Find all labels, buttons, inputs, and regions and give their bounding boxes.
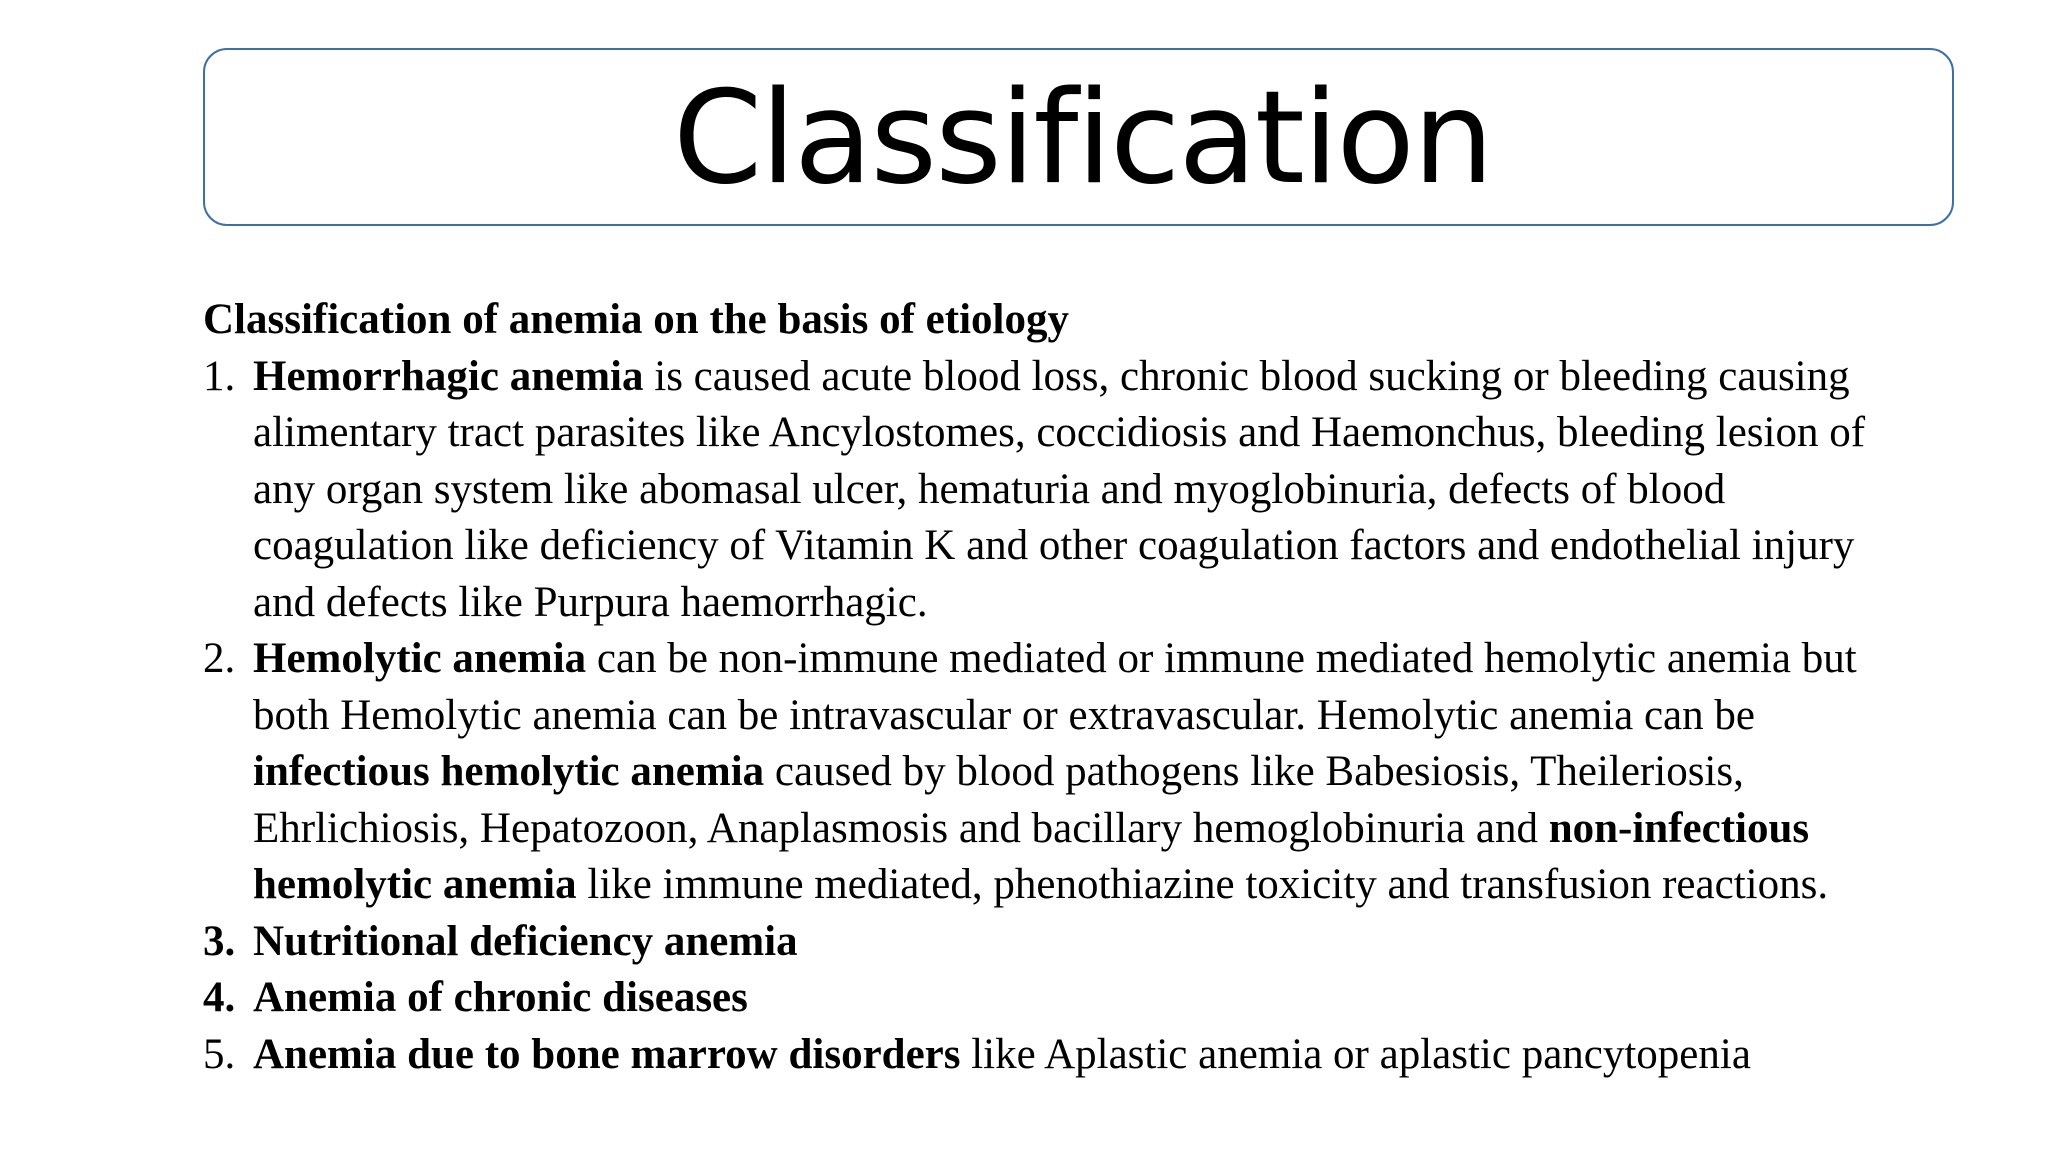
title-box (203, 48, 1954, 226)
list-item-text: is caused acute blood loss, chronic blood sucking or bleeding causing alimentary tract parasites like Ancylostomes, coccidiosis and Haemonchus, bleeding lesion of any organ system like abomasal ulcer, hematuria and myoglobinuria, defects of blood coagulation like deficiency of Vitamin K and other coagulation factors and endothelial injury and defects like Purpura haemorrhagic. (253, 352, 1866, 626)
section-heading: Classification of anemia on the basis of etiology (203, 296, 1069, 343)
list-item (203, 1027, 1923, 1084)
list-item-lead: Hemorrhagic anemia (253, 352, 644, 400)
list-item-text: like Aplastic anemia or aplastic pancytopenia (960, 1030, 1751, 1078)
list-item-number: 2. (203, 635, 236, 682)
list-item (203, 970, 1923, 1027)
content-body (203, 292, 1923, 1083)
list-item-lead: Nutritional deficiency anemia (253, 917, 798, 965)
classification-list (203, 349, 1923, 1084)
list-item-number: 4. (203, 974, 236, 1021)
list-item-text: can be non-immune mediated or immune mediated hemolytic anemia but both Hemolytic anemia can be intravascular or extravascular. Hemolytic anemia can be (253, 635, 1857, 739)
list-item-lead: Hemolytic anemia (253, 635, 587, 682)
list-item (203, 349, 1923, 632)
list-item-text: caused by blood pathogens like Babesiosis, Theileriosis, Ehrlichiosis, Hepatozoon, Anaplasmosis and bacillary hemoglobinuria and (253, 748, 1744, 852)
list-item (203, 914, 1923, 971)
list-item (203, 631, 1923, 914)
list-item-bold-term: non-infectious hemolytic anemia (253, 804, 1810, 908)
list-item-bold-term: infectious hemolytic anemia (253, 748, 765, 795)
list-item-number: 3. (203, 917, 236, 965)
slide-title: Classification (673, 64, 1492, 213)
list-item-number: 1. (203, 352, 236, 400)
list-item-text: like immune mediated, phenothiazine toxicity and transfusion reactions. (576, 861, 1829, 908)
list-item-lead: Anemia due to bone marrow disorders (253, 1030, 961, 1078)
list-item-number: 5. (203, 1030, 236, 1078)
list-item-lead: Anemia of chronic diseases (253, 974, 748, 1021)
